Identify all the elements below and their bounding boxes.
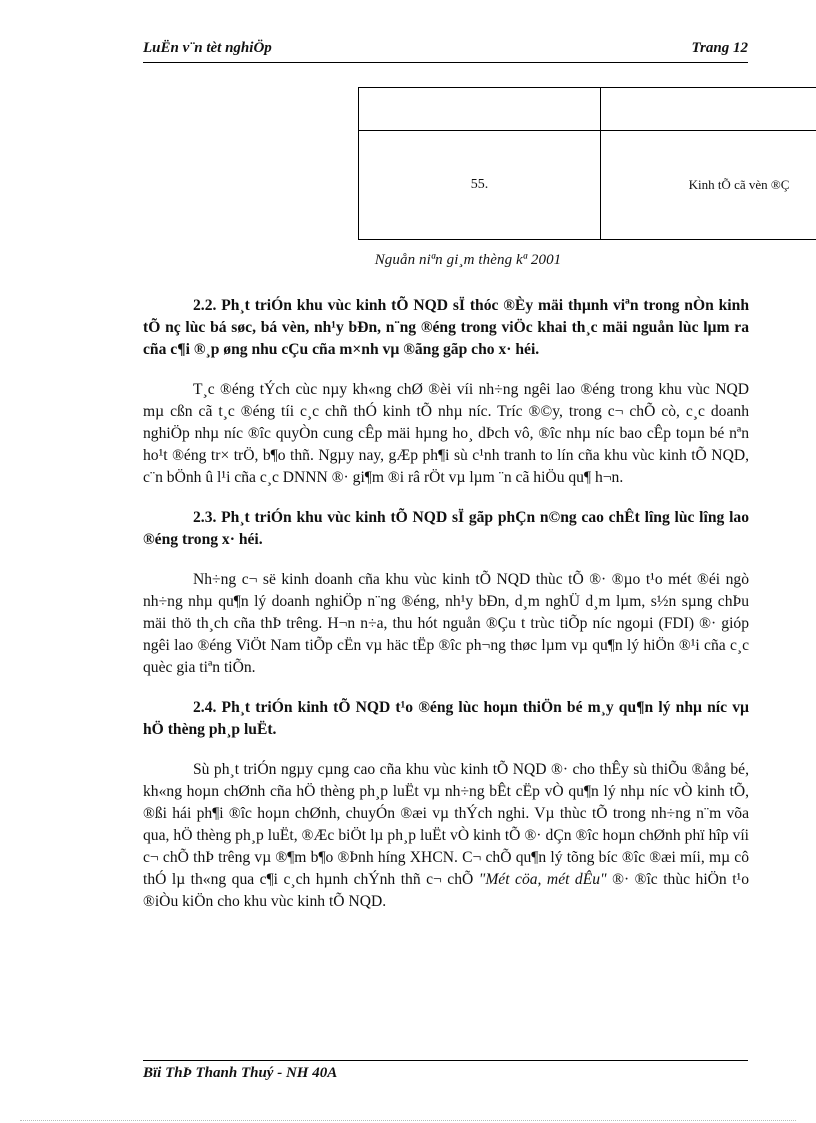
- table-cell-index: 55.: [359, 131, 601, 240]
- section-paragraph-2-2: T¸c ®éng tÝch cùc nµy kh«ng chØ ®èi víi nh÷ng ngêi lao ®éng trong khu vùc NQD mµ cßn cã t¸c ®éng tíi c¸c chñ thÓ kinh tÕ nhµ níc. Tríc ®©y, trong c¬ chÕ cò, c¸c doanh nghiÖp nhµ níc ®îc quyÒn cung cÊp mäi hµng ho¸ dÞch vô, ®îc nhµ níc bao cÊp toµn bé nªn ho¹t ®éng tr× trÖ, b¶o thñ. Ngµy nay, gÆp ph¶i sù c¹nh tranh to lín cña khu vùc kinh tÕ NQD, c¨n bÖnh û l¹i cña c¸c DNNN ®· gi¶m ®i râ rÖt vµ lµm ¨n cã hiÖu qu¶ h¬n.: [143, 381, 749, 486]
- table-cell: [601, 88, 816, 131]
- table-cell-label: Kinh tÕ cã vèn ®Ç: [601, 131, 816, 240]
- page-edge-divider: [20, 1120, 796, 1121]
- document-body: [143, 295, 749, 913]
- section-paragraph-2-3: Nh÷ng c¬ së kinh doanh cña khu vùc kinh tÕ NQD thùc tÕ ®· ®µo t¹o mét ®éi ngò nh÷ng nhµ qu¶n lý doanh nghiÖp n¨ng ®éng, nh¹y bÐn, d¸m nghÜ d¸m lµm, s½n sµng chÞu mäi thö th¸ch cña thÞ trêng. H¬n n÷a, thu hót nguån ®Çu t trùc tiÕp níc ngoµi (FDI) ®· gióp ngêi lao ®éng ViÖt Nam tiÕp cËn vµ häc tËp ®îc ph¬ng thøc lµm vµ qu¶n lý hiÖn ®¹i cña c¸c quèc gia tiªn tiÕn.: [143, 571, 749, 676]
- section-heading-2-4: 2.4. Ph¸t triÓn kinh tÕ NQD t¹o ®éng lùc hoµn thiÖn bé m¸y qu¶n lý nhµ níc vµ hÖ thèng ph¸p luËt.: [143, 699, 749, 738]
- section-heading-2-2: 2.2. Ph¸t triÓn khu vùc kinh tÕ NQD sÏ thóc ®Èy mäi thµnh viªn trong nÒn kinh tÕ nç lùc bá søc, bá vèn, nh¹y bÐn, n¨ng ®éng trong viÖc khai th¸c mäi nguån lùc lµm ra cña c¶i ®¸p øng nhu cÇu cña m×nh vµ ®ãng gãp cho x· héi.: [143, 297, 749, 358]
- page-header: [143, 40, 748, 63]
- table-row: [359, 88, 816, 131]
- header-page-number: Trang 12: [691, 40, 748, 56]
- data-table-container: [358, 87, 816, 240]
- table-row: [359, 131, 816, 240]
- page-footer: [143, 1060, 748, 1082]
- paragraph-text: Sù ph¸t triÓn ngµy cµng cao cña khu vùc kinh tÕ NQD ®· cho thÊy sù thiÕu ®ång bé, kh«ng hoµn chØnh cña hÖ thèng ph¸p luËt vµ nh÷ng bÊt cËp vÒ qu¶n lý nhµ níc vÒ kinh tÕ, ®ßi hái ph¶i ®îc hoµn chØnh, chuyÓn ®æi vµ thÝch nghi. Vµ thùc tÕ trong nh÷ng n¨m võa qua, hÖ thèng ph¸p luËt, ®Æc biÖt lµ ph¸p luËt vÒ kinh tÕ ®· dÇn ®îc hoµn chØnh phï hîp víi c¬ chÕ thÞ trêng vµ ®¶m b¶o ®Þnh híng XHCN. C¬ chÕ qu¶n lý tõng bíc ®îc ®æi míi, mµ cô thÓ lµ th«ng qua c¶i c¸ch hµnh chÝnh thñ c¬ chÕ: [143, 761, 749, 888]
- section-heading-2-3: 2.3. Ph¸t triÓn khu vùc kinh tÕ NQD sÏ gãp phÇn n©ng cao chÊt lîng lùc lîng lao ®éng trong x· héi.: [143, 509, 749, 548]
- paragraph-text-end: ®· ®îc thùc hiÖn t¹o ®iÒu kiÖn cho khu vùc kinh tÕ NQD.: [143, 871, 749, 910]
- section-paragraph-2-4: [143, 759, 749, 913]
- paragraph-italic-quote: "Mét cöa, mét dÊu": [478, 871, 607, 888]
- header-thesis-title: LuËn v¨n tèt nghiÖp: [143, 40, 272, 56]
- table-source-note: Nguån niªn gi¸m thèng kª 2001: [374, 252, 562, 268]
- table-cell: [359, 88, 601, 131]
- footer-author: Bïi ThÞ Thanh Thuý - NH 40A: [143, 1065, 338, 1081]
- data-table: [358, 87, 816, 240]
